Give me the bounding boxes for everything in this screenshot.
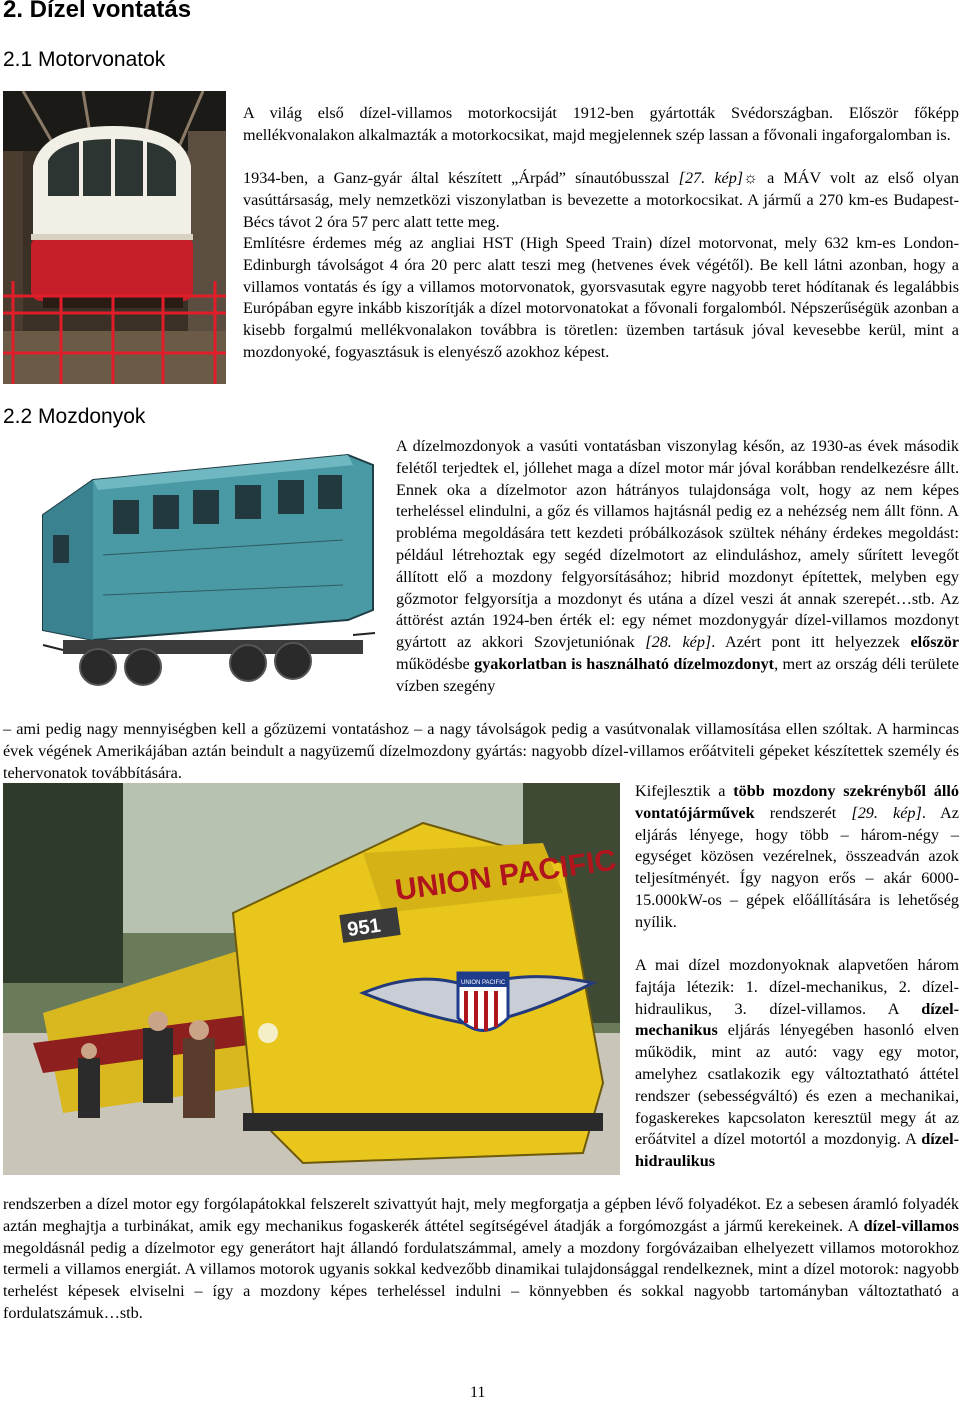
p2-text-c: működésbe — [396, 654, 475, 673]
page-number: 11 — [470, 1384, 486, 1401]
paragraph-multiple-units — [635, 781, 959, 934]
p1-text-b: 1934-ben, a Ganz-gyár által készített „Árpád” sínautóbusszal — [243, 169, 679, 187]
p3-text-a: Kifejlesztik a — [635, 782, 734, 800]
p3-text-b: rendszerét — [754, 803, 852, 822]
union-pacific-illustration — [3, 783, 620, 1175]
paragraph-diesel-types — [635, 955, 959, 1173]
p2-text-e: – ami pedig nagy mennyiségben kell a gőzüzemi vontatáshoz – a nagy távolságok pedig a vasútvonalak villamosítása ellen szóltak. A harmincas évek végének Amerikájában aztán beindult a nagyüzemű dízelmozdony gyártás: nagyobb dízel-villamos erőátviteli gépeket készítettek személy és tehervonatok továbbítására. — [3, 720, 959, 782]
p1-text-a: A világ első dízel-villamos motorkocsiját 1912-ben gyártották Svédországban. Először főképp mellékvonalakon alkalmazták a motorkocsikat, majd megjelennek szép lassan a fővonali ingaforgalomban is. — [243, 104, 959, 144]
p4-bold-hydraulic: dízel-hidraulikus — [635, 1130, 959, 1171]
railcar-photo — [3, 91, 226, 384]
section-heading-motorvonatok: 2.1 Motorvonatok — [3, 48, 166, 71]
paragraph-arpad-railbus — [243, 168, 959, 233]
paragraph-motorvonatok-history — [243, 103, 959, 147]
p4-text-d: megoldásnál pedig a dízelmotor egy generátort hajt állandó fordulatszámmal, amely a mozdony forgóvázaiban elhelyezett villamos motorokhoz termeli a villamos energiát. A villamos motorok ugyanis sokkal kedvezőbb dinamikai tulajdonsággal rendelkeznek, mint a dízel motorok: nagyobb terhelést képesek elviselni – így a mozdony képes terheléssel indulni – könnyebben és sokkal nagyobb tartományban változtatható a fordulatszámuk…stb. — [3, 1238, 959, 1322]
paragraph-diesel-types-continued — [3, 1194, 959, 1325]
paragraph-mozdonyok — [396, 436, 959, 698]
p4-text-a: A mai dízel mozdonyoknak alapvetően három fajtája létezik: 1. dízel-mechanikus, 2. dízel-hidraulikus, 3. dízel-villamos. A — [635, 956, 959, 1018]
figure-reference-28[interactable]: [28. kép] — [645, 633, 712, 652]
p1-text-d: Említésre érdemes még az angliai HST (High Speed Train) dízel motorvonat, mely 632 km-es London-Edinburgh távolságot 4 óra 20 perc alatt teszi meg (hetvenes évek végétől). Be kell látni azonban, hogy a villamos vontatás és így a villamos motorvonatok, gyorsvasutak egyre nagyobb teret hódítanak és legalábbis Európában egyre inkább kiszorítják a dízel motorvonatokat a fővonali forgalomból. Népszerűségük azonban a kisebb forgalmú mellékvonalakon továbbra is töretlen: üzemben tartásuk jóval kevesebbe kerül, mint a mozdonyoké, fogyasztásuk is elenyésző azokhoz képest. — [243, 234, 959, 361]
paragraph-mozdonyok-continued — [3, 719, 959, 784]
paragraph-hst — [243, 233, 959, 364]
figure-reference-29[interactable]: [29. kép] — [851, 803, 922, 822]
p1-text-c: a MÁV volt az első olyan vasúttársaság, mely nemzetközi viszonylatban is bevezette a motorkocsikat. A jármű a 270 km-es Budapest-Bécs távot 2 óra 57 perc alatt tette meg. — [243, 169, 959, 231]
p4-text-c: rendszerben a dízel motor egy forgólapátokkal felszerelt szivattyút hajt, mely megforgatja a gépben lévő folyadékot. Ez a sebesen áramló folyadék aztán meghajtja a turbinákat, amik egy mechanikus fogaskerék áttétel segítségével átadják a forgómozgást a jármű kerekeinek. A — [3, 1195, 959, 1235]
up-shield-text: UNION PACIFIC — [461, 980, 506, 986]
p2-bold-practical: gyakorlatban is használható dízelmozdonyt — [474, 654, 775, 673]
diesel-electric-locomotive-drawing — [3, 445, 378, 695]
p3-bold: több mozdony szekrényből álló vontatójárművek — [635, 782, 959, 822]
union-pacific-locomotive-photo — [3, 783, 620, 1175]
p4-bold-electric: dízel-villamos — [863, 1216, 959, 1235]
p2-text-a: A dízelmozdonyok a vasúti vontatásban viszonylag későn, az 1930-as évek második felétől terjedtek el, jóllehet maga a dízel motor már jóval korábban rendelkezésre állt. Ennek oka a dízelmotor azon hátrányos tulajdonsága volt, hogy az nem képes terheléssel elindulni, a gőz és villamos hajtásnál pedig ez a nehézség nem állt fönn. A probléma megoldására tett kezdeti próbálkozások szültek néhány érdekes megoldást: például létrehoztak egy segéd dízelmotort az elinduláshoz, amely sűrített levegőt állított elő a mozdony felgyorsításához; hibrid mozdonyt építettek, melyben egy gőzmotor felgyorsítja a mozdonyt és utána a dízel veszi át annak szerepét…stb. Az áttörést aztán 1924-ben érték el: egy német mozdonygyár dízel-villamos mozdonyt gyártott az akkori Szovjetuniónak — [396, 437, 959, 652]
up-nose-text: UNION PACIFIC — [393, 843, 619, 908]
p4-text-b: eljárás lényegében hasonló elven működik, mint az autó: vagy egy motor, amelyhez csatlakozik egy változtatható áttétel rendszer (sebességváltó) és ezen a mechanikai, fogaskerekes kapcsolaton keresztül megy át az erőátvitel a dízel motortól a mozdonyig. A — [635, 1021, 959, 1149]
railcar-illustration — [3, 91, 226, 384]
p3-text-c: . Az eljárás lényege, hogy több – három-négy – egységet közösen vezérelnek, összeadván azok teljesítményét. Így nagyon erős – akár 6000-15.000kW-os – gépek előállítására is lehetőség nyílik. — [635, 803, 959, 931]
p2-text-d: , mert az ország déli területe vízben szegény — [396, 654, 959, 695]
chapter-heading: 2. Dízel vontatás — [3, 0, 192, 23]
p2-text-b: . Azért pont itt helyezzek — [711, 633, 911, 652]
figure-reference-27[interactable]: [27. kép] — [678, 169, 744, 187]
p4-bold-mechanical: dízel-mechanikus — [635, 999, 959, 1040]
locomotive-illustration — [3, 445, 378, 695]
figure-sun-icon: ☼ — [743, 169, 758, 187]
section-heading-mozdonyok: 2.2 Mozdonyok — [3, 405, 146, 428]
p2-bold-first: először — [910, 633, 960, 652]
up-number: 951 — [345, 914, 383, 942]
